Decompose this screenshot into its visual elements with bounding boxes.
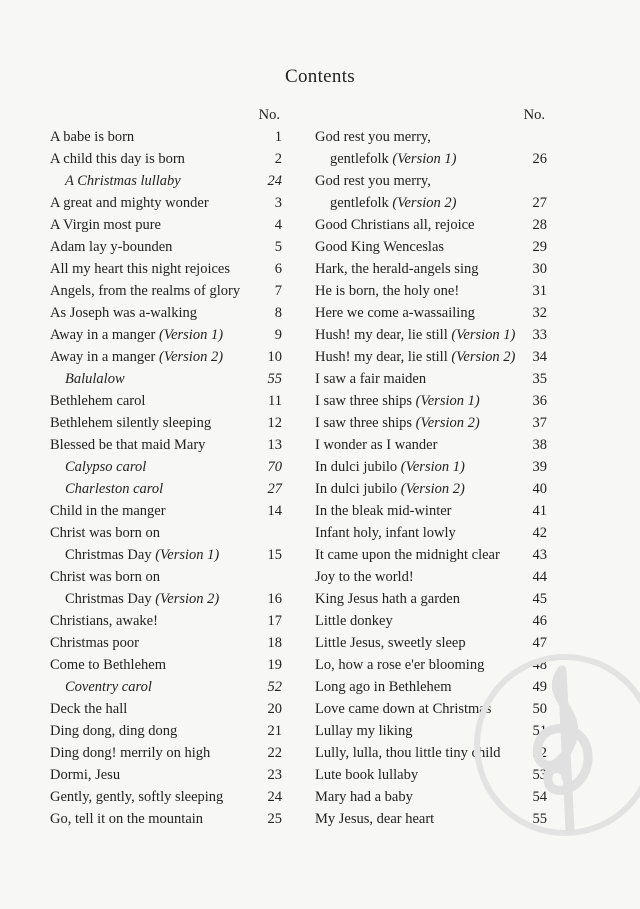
entry-title-text: Good Christians all, rejoice xyxy=(315,217,475,233)
entry-title-text: Go, tell it on the mountain xyxy=(50,811,204,827)
contents-entry xyxy=(315,280,547,302)
entry-title-text: Ding dong, ding dong xyxy=(50,723,178,739)
entry-number: 55 xyxy=(267,371,282,387)
entry-title xyxy=(50,654,166,676)
entry-title-text: Deck the hall xyxy=(50,701,128,717)
entry-title xyxy=(50,610,158,632)
entry-number: 52 xyxy=(267,679,282,695)
entry-number: 33 xyxy=(532,327,547,343)
entry-title xyxy=(315,676,452,698)
entry-number: 44 xyxy=(532,569,547,585)
entry-title-text: Away in a manger xyxy=(50,327,156,343)
contents-entry xyxy=(50,148,282,170)
entry-title xyxy=(315,588,460,610)
entry-title xyxy=(315,698,491,720)
contents-entry xyxy=(50,126,282,148)
entry-number: 24 xyxy=(267,789,282,805)
entry-title xyxy=(315,412,480,434)
entry-title xyxy=(50,742,210,764)
entry-title xyxy=(50,346,223,368)
entry-number: 29 xyxy=(532,239,547,255)
entry-title-text: A babe is born xyxy=(50,129,135,145)
entry-title xyxy=(315,566,414,588)
entry-title xyxy=(315,126,431,148)
entry-title xyxy=(50,456,146,478)
entry-version: (Version 1) xyxy=(451,327,516,343)
entry-title xyxy=(315,368,426,390)
entry-title xyxy=(50,412,211,434)
contents-entry xyxy=(50,324,282,346)
entry-title-text: Charleston carol xyxy=(65,481,164,497)
entry-title xyxy=(315,390,480,412)
entry-title xyxy=(50,170,181,192)
contents-entry xyxy=(50,170,282,192)
contents-entry xyxy=(315,544,547,566)
entry-number: 10 xyxy=(267,349,282,365)
entry-number: 35 xyxy=(532,371,547,387)
entry-title-text: A Virgin most pure xyxy=(50,217,161,233)
contents-entry xyxy=(315,126,547,148)
entry-number: 3 xyxy=(274,195,282,211)
entry-title xyxy=(50,500,166,522)
contents-entry xyxy=(50,478,282,500)
entry-number: 37 xyxy=(532,415,547,431)
entry-title-text: As Joseph was a-walking xyxy=(50,305,197,321)
entry-title-text: Bethlehem carol xyxy=(50,393,146,409)
entry-title-text: A Christmas lullaby xyxy=(65,173,181,189)
entry-version: (Version 2) xyxy=(451,349,516,365)
entry-title-text: Christ was born on xyxy=(50,525,160,541)
entry-number: 41 xyxy=(532,503,547,519)
entry-title-text: Joy to the world! xyxy=(315,569,414,585)
contents-entry xyxy=(50,500,282,522)
entry-number: 19 xyxy=(267,657,282,673)
entry-number: 18 xyxy=(267,635,282,651)
entry-number: 23 xyxy=(267,767,282,783)
entry-version: (Version 2) xyxy=(155,591,220,607)
entry-title-text: I saw three ships xyxy=(315,393,413,409)
entry-number: 22 xyxy=(267,745,282,761)
entry-title-text: gentlefolk xyxy=(330,151,389,167)
entry-title-text: Long ago in Bethlehem xyxy=(315,679,452,695)
entry-title-text: I saw three ships xyxy=(315,415,413,431)
contents-entry xyxy=(315,808,547,830)
entry-number: 17 xyxy=(267,613,282,629)
entry-title-text: Lute book lullaby xyxy=(315,767,419,783)
entry-title xyxy=(315,500,452,522)
entry-title-text: Christians, awake! xyxy=(50,613,158,629)
contents-entry xyxy=(50,588,282,610)
entry-title xyxy=(50,478,163,500)
entry-title-text: God rest you merry, xyxy=(315,129,431,145)
entry-title xyxy=(315,192,456,214)
entry-number: 13 xyxy=(267,437,282,453)
entry-title xyxy=(315,434,437,456)
contents-entry xyxy=(50,302,282,324)
entry-number: 21 xyxy=(267,723,282,739)
entry-number: 52 xyxy=(532,745,547,761)
contents-entry xyxy=(50,676,282,698)
contents-entry xyxy=(315,302,547,324)
entry-title xyxy=(50,676,152,698)
contents-entry xyxy=(50,390,282,412)
entry-title xyxy=(315,544,500,566)
contents-entry xyxy=(315,258,547,280)
entry-title xyxy=(315,632,466,654)
entry-title xyxy=(50,368,125,390)
entry-title-text: Angels, from the realms of glory xyxy=(50,283,241,299)
entry-title-text: Lo, how a rose e'er blooming xyxy=(315,657,485,673)
entry-version: (Version 1) xyxy=(400,459,465,475)
contents-column-right xyxy=(315,104,547,830)
entry-number: 27 xyxy=(532,195,547,211)
contents-entry xyxy=(50,566,282,588)
entry-title xyxy=(50,236,172,258)
entry-title xyxy=(50,522,160,544)
contents-entry xyxy=(50,610,282,632)
entry-number: 31 xyxy=(532,283,547,299)
contents-entry xyxy=(315,720,547,742)
entry-title xyxy=(50,192,209,214)
entry-number: 47 xyxy=(532,635,547,651)
entry-version: (Version 2) xyxy=(400,481,465,497)
contents-entry xyxy=(50,280,282,302)
entry-title-text: Hush! my dear, lie still xyxy=(315,327,448,343)
entry-number: 39 xyxy=(532,459,547,475)
entry-title xyxy=(315,170,431,192)
contents-entry xyxy=(50,698,282,720)
entry-title-text: Christ was born on xyxy=(50,569,160,585)
entry-version: (Version 1) xyxy=(155,547,220,563)
entry-title xyxy=(315,324,515,346)
entry-number: 8 xyxy=(274,305,282,321)
contents-entry xyxy=(50,808,282,830)
entry-number: 1 xyxy=(274,129,282,145)
contents-entry xyxy=(315,764,547,786)
page-title: Contents xyxy=(285,66,355,87)
entry-number: 36 xyxy=(532,393,547,409)
entry-title xyxy=(315,742,501,764)
entry-number: 34 xyxy=(532,349,547,365)
contents-entry xyxy=(315,236,547,258)
contents-entry xyxy=(315,324,547,346)
contents-entry xyxy=(315,456,547,478)
entry-title-text: In dulci jubilo xyxy=(315,481,398,497)
entry-title-text: Little donkey xyxy=(315,613,393,629)
entry-title xyxy=(50,126,134,148)
entry-title-text: It came upon the midnight clear xyxy=(315,547,500,563)
contents-entry xyxy=(50,412,282,434)
contents-entry xyxy=(315,346,547,368)
entry-number: 20 xyxy=(267,701,282,717)
entry-title xyxy=(50,566,160,588)
contents-entry xyxy=(50,346,282,368)
entry-title-text: Good King Wenceslas xyxy=(315,239,445,255)
entry-number: 6 xyxy=(274,261,282,277)
entry-title-text: Christmas Day xyxy=(65,547,152,563)
entry-title xyxy=(50,698,127,720)
entry-title-text: Dormi, Jesu xyxy=(50,767,121,783)
entry-title xyxy=(315,148,456,170)
entry-number: 7 xyxy=(274,283,282,299)
entry-title xyxy=(315,786,413,808)
entry-number: 43 xyxy=(532,547,547,563)
entry-number: 48 xyxy=(532,657,547,673)
contents-entry xyxy=(315,742,547,764)
entry-title-text: In dulci jubilo xyxy=(315,459,398,475)
entry-title-text: Lully, lulla, thou little tiny child xyxy=(315,745,501,761)
contents-entry xyxy=(315,478,547,500)
entry-number: 42 xyxy=(532,525,547,541)
contents-entry xyxy=(50,632,282,654)
contents-entry xyxy=(50,368,282,390)
entry-title-text: Infant holy, infant lowly xyxy=(315,525,456,541)
contents-entry xyxy=(50,544,282,566)
entry-title-text: He is born, the holy one! xyxy=(315,283,460,299)
contents-entry xyxy=(315,654,547,676)
entry-title-text: A great and mighty wonder xyxy=(50,195,209,211)
entry-title-text: All my heart this night rejoices xyxy=(50,261,231,277)
contents-entry xyxy=(315,522,547,544)
entry-title-text: Gently, gently, softly sleeping xyxy=(50,789,224,805)
contents-entry xyxy=(315,412,547,434)
entry-title xyxy=(50,258,230,280)
entry-number: 16 xyxy=(267,591,282,607)
entry-title xyxy=(50,148,185,170)
contents-entry xyxy=(50,456,282,478)
entry-version: (Version 1) xyxy=(159,327,224,343)
contents-entry xyxy=(315,610,547,632)
entry-title-text: Coventry carol xyxy=(65,679,152,695)
entry-number: 15 xyxy=(267,547,282,563)
entry-version: (Version 1) xyxy=(415,393,480,409)
entry-title-text: Christmas poor xyxy=(50,635,140,651)
entry-title-text: Come to Bethlehem xyxy=(50,657,166,673)
contents-entry xyxy=(50,214,282,236)
contents-entry xyxy=(315,214,547,236)
contents-entry xyxy=(50,434,282,456)
contents-entry xyxy=(315,500,547,522)
entry-number: 4 xyxy=(274,217,282,233)
entry-title xyxy=(50,434,205,456)
contents-entry xyxy=(315,786,547,808)
entry-title-text: Ding dong! merrily on high xyxy=(50,745,211,761)
entry-number: 14 xyxy=(267,503,282,519)
entry-title-text: Hark, the herald-angels sing xyxy=(315,261,479,277)
entry-title xyxy=(50,786,223,808)
contents-entry xyxy=(315,698,547,720)
contents-entry xyxy=(50,742,282,764)
entry-title-text: gentlefolk xyxy=(330,195,389,211)
entry-title-text: Lullay my liking xyxy=(315,723,413,739)
entry-title xyxy=(50,720,177,742)
entry-title xyxy=(315,610,393,632)
number-column-header: No. xyxy=(523,107,545,123)
entry-title-text: Bethlehem silently sleeping xyxy=(50,415,212,431)
contents-entry xyxy=(50,258,282,280)
entry-title xyxy=(315,280,459,302)
entry-title xyxy=(315,258,478,280)
entry-number: 54 xyxy=(532,789,547,805)
entry-title xyxy=(315,346,515,368)
entry-title xyxy=(50,390,145,412)
contents-entry xyxy=(50,192,282,214)
entry-title-text: Adam lay y-bounden xyxy=(50,239,173,255)
entry-title xyxy=(315,720,412,742)
entry-title xyxy=(50,808,203,830)
entry-number: 2 xyxy=(274,151,282,167)
entry-number: 27 xyxy=(267,481,282,497)
entry-title-text: My Jesus, dear heart xyxy=(315,811,435,827)
contents-entry xyxy=(50,236,282,258)
entry-title-text: Mary had a baby xyxy=(315,789,413,805)
entry-number: 25 xyxy=(267,811,282,827)
entry-title-text: I wonder as I wander xyxy=(315,437,438,453)
entry-title-text: A child this day is born xyxy=(50,151,185,167)
entry-title xyxy=(315,808,434,830)
entry-title-text: Christmas Day xyxy=(65,591,152,607)
entry-title-text: God rest you merry, xyxy=(315,173,431,189)
entry-title xyxy=(315,764,418,786)
contents-entry xyxy=(315,368,547,390)
entry-title xyxy=(315,214,474,236)
entry-number: 70 xyxy=(267,459,282,475)
entry-title xyxy=(50,280,240,302)
entry-title xyxy=(315,456,465,478)
entry-title xyxy=(50,544,219,566)
entry-number: 26 xyxy=(532,151,547,167)
entry-number: 32 xyxy=(532,305,547,321)
entry-number: 9 xyxy=(274,327,282,343)
entry-title xyxy=(50,214,161,236)
entry-title-text: Love came down at Christmas xyxy=(315,701,492,717)
contents-entry xyxy=(50,720,282,742)
entry-number: 38 xyxy=(532,437,547,453)
contents-entry xyxy=(315,170,547,192)
entry-title xyxy=(50,764,120,786)
entry-number: 45 xyxy=(532,591,547,607)
entry-title-text: Blessed be that maid Mary xyxy=(50,437,206,453)
entry-version: (Version 2) xyxy=(159,349,224,365)
entry-title-text: I saw a fair maiden xyxy=(315,371,427,387)
contents-entry xyxy=(315,390,547,412)
entry-number: 53 xyxy=(532,767,547,783)
entry-title-text: Calypso carol xyxy=(65,459,147,475)
entry-title-text: Here we come a-wassailing xyxy=(315,305,475,321)
entry-title xyxy=(315,302,475,324)
contents-entry xyxy=(50,786,282,808)
entry-number: 49 xyxy=(532,679,547,695)
contents-entry xyxy=(315,148,547,170)
entry-title-text: In the bleak mid-winter xyxy=(315,503,452,519)
entry-title xyxy=(50,632,139,654)
contents-entry xyxy=(315,566,547,588)
contents-entry xyxy=(315,676,547,698)
entry-title xyxy=(50,324,223,346)
entry-number: 12 xyxy=(267,415,282,431)
contents-entry xyxy=(315,192,547,214)
entry-title-text: King Jesus hath a garden xyxy=(315,591,460,607)
entry-title-text: Little Jesus, sweetly sleep xyxy=(315,635,466,651)
entry-number: 55 xyxy=(532,811,547,827)
entry-title xyxy=(50,588,219,610)
entry-title-text: Balulalow xyxy=(65,371,125,387)
entry-title-text: Hush! my dear, lie still xyxy=(315,349,448,365)
entry-title xyxy=(315,522,456,544)
entry-number: 5 xyxy=(274,239,282,255)
entry-number: 50 xyxy=(532,701,547,717)
entry-number: 11 xyxy=(268,393,282,409)
entry-version: (Version 2) xyxy=(415,415,480,431)
entry-number: 28 xyxy=(532,217,547,233)
entry-number: 24 xyxy=(267,173,282,189)
entry-number: 46 xyxy=(532,613,547,629)
entry-number: 51 xyxy=(532,723,547,739)
contents-entry xyxy=(315,434,547,456)
entry-title xyxy=(315,654,484,676)
entry-title-text: Away in a manger xyxy=(50,349,156,365)
contents-entry xyxy=(50,654,282,676)
entry-title-text: Child in the manger xyxy=(50,503,166,519)
entry-number: 30 xyxy=(532,261,547,277)
entry-title xyxy=(315,478,465,500)
entry-version: (Version 1) xyxy=(392,151,457,167)
entry-title xyxy=(50,302,197,324)
entry-number: 40 xyxy=(532,481,547,497)
entry-version: (Version 2) xyxy=(392,195,457,211)
contents-entry xyxy=(50,764,282,786)
contents-column-left xyxy=(50,104,282,830)
number-column-header: No. xyxy=(258,107,280,123)
contents-entry xyxy=(315,632,547,654)
entry-title xyxy=(315,236,444,258)
contents-entry xyxy=(50,522,282,544)
contents-entry xyxy=(315,588,547,610)
